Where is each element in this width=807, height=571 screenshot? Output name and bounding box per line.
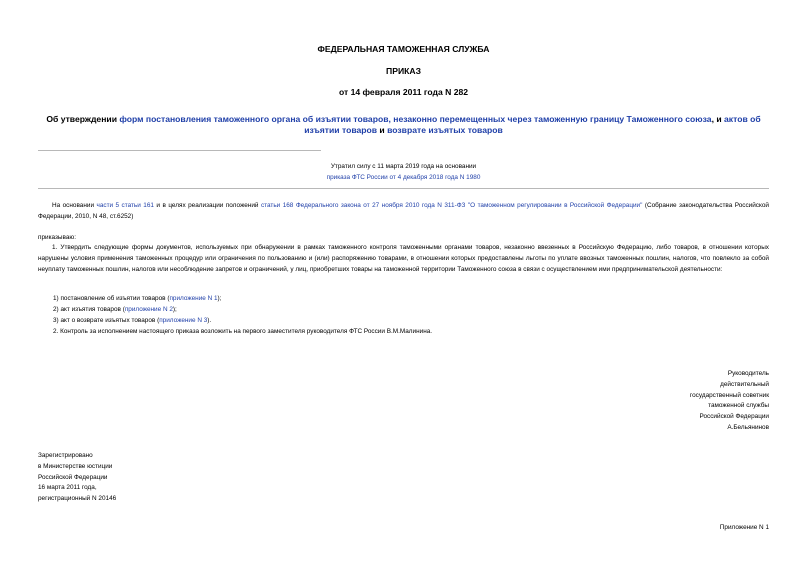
title-middle: , и xyxy=(711,114,725,124)
item-1-link[interactable]: приложение N 1 xyxy=(169,295,218,302)
basis-text-1: На основании xyxy=(52,202,97,209)
doc-title xyxy=(30,114,777,136)
registration-block xyxy=(38,451,116,505)
point-1: 1. Утвердить следующие формы документов, используемых при обнаружении в рамках таможенного контроля таможенными органами товаров, незаконно ввезенных в Российскую Федерацию, либо товаров, в отношении которых нарушены условия применения таможенных процедур или ограничения по пользованию и (или) распоряжению товарами, в отношении которых предоставлены льготы по уплате ввозных таможенных пошлин, налогов, что повлекло за собой неуплату таможенных пошлин, налогов или несоблюдение запретов и ограничений, у лиц, приобретших товары на таможенной территории Таможенного союза в связи с осуществлением ими предпринимательской деятельности: xyxy=(38,244,769,273)
status-rule-bottom xyxy=(38,188,769,189)
order-word: приказываю: xyxy=(38,234,76,241)
title-link-return[interactable]: возврате изъятых товаров xyxy=(387,125,503,135)
basis-text-2: и в целях реализации положений xyxy=(153,202,261,209)
title-prefix: Об утверждении xyxy=(46,114,120,124)
registration-line: 16 марта 2011 года, xyxy=(38,484,97,492)
item-3-link[interactable]: приложение N 3 xyxy=(159,317,208,324)
list-item xyxy=(53,316,211,327)
signature-line: таможенной службы xyxy=(708,402,769,410)
registration-line: регистрационный N 20146 xyxy=(38,495,117,503)
registration-line: Российской Федерации xyxy=(38,473,108,481)
item-2-end: ); xyxy=(172,306,177,313)
point-2: 2. Контроль за исполнением настоящего приказа возложить на первого заместителя руководителя ФТС России В.М.Малинина. xyxy=(53,328,433,335)
doc-type: ПРИКАЗ xyxy=(386,66,421,76)
item-2-text: 2) акт изъятия товаров ( xyxy=(53,306,125,313)
signature-line: А.Бельянинов xyxy=(727,423,769,431)
list-item xyxy=(53,294,221,305)
item-3-end: ). xyxy=(207,317,212,324)
item-1-text: 1) постановление об изъятии товаров ( xyxy=(53,295,170,302)
signature-line: Российской Федерации xyxy=(699,413,769,421)
item-1-end: ); xyxy=(217,295,222,302)
status-rule-top xyxy=(38,150,321,151)
basis-paragraph xyxy=(38,201,769,223)
registration-line: в Министерстве юстиции xyxy=(38,462,113,470)
basis-text-3: (Собрание законодательства Российской Федерации, 2010, N 48, ст.6252) xyxy=(38,202,769,220)
signature-line: Руководитель xyxy=(727,370,769,377)
item-2-link[interactable]: приложение N 2 xyxy=(124,306,173,313)
item-3-text: 3) акт о возврате изъятых товаров ( xyxy=(53,317,160,324)
title-and: и xyxy=(377,125,388,135)
title-link-forms[interactable]: форм постановления таможенного органа об изъятии товаров, незаконно перемещенных через таможенную границу Таможенного союза xyxy=(119,114,712,124)
signature-line: государственный советник xyxy=(689,391,769,399)
agency-name: ФЕДЕРАЛЬНАЯ ТАМОЖЕННАЯ СЛУЖБА xyxy=(317,44,490,54)
basis-link-article[interactable]: части 5 статьи 161 xyxy=(96,202,154,209)
registration-line: Зарегистрировано xyxy=(38,452,93,459)
status-link[interactable]: приказа ФТС России от 4 декабря 2018 года N 1980 xyxy=(326,174,481,181)
status-line: Утратил силу с 11 марта 2019 года на основании xyxy=(330,163,477,170)
basis-link-law[interactable]: статьи 168 Федерального закона от 27 ноября 2010 года N 311-ФЗ "О таможенном регулировании в Российской Федерации" xyxy=(260,202,643,209)
signature-line: действительный xyxy=(720,380,769,388)
doc-date-number: от 14 февраля 2011 года N 282 xyxy=(338,87,469,97)
appendix-label: Приложение N 1 xyxy=(719,524,769,531)
signature-block xyxy=(569,369,769,434)
title-link-acts[interactable]: актов об изъятии товаров xyxy=(304,114,761,135)
list-item xyxy=(53,305,177,316)
